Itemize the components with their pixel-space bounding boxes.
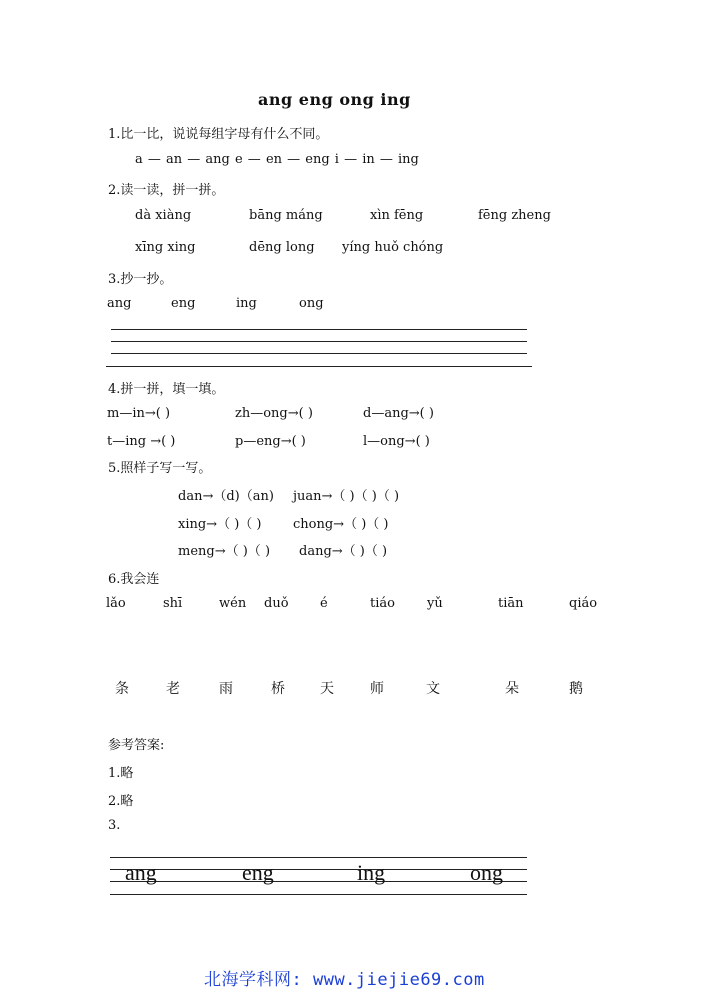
q4-heading: 4.拼一拼，填一填。 xyxy=(108,382,225,397)
q1-heading: 1.比一比，说说每组字母有什么不同。 xyxy=(108,127,329,142)
writing-line xyxy=(110,894,527,895)
hanzi-item: 鹅 xyxy=(569,681,583,697)
hanzi-item: 师 xyxy=(370,681,384,697)
q2-item: dēng long xyxy=(249,240,315,255)
q2-heading: 2.读一读，拼一拼。 xyxy=(108,183,225,198)
writing-line xyxy=(110,881,527,882)
q2-item: xīng xing xyxy=(135,240,196,255)
q5-item: dan→（d)（an) xyxy=(178,489,274,504)
q4-item: m—in→( ) xyxy=(107,406,171,421)
writing-line xyxy=(110,857,527,858)
q4-item: p—eng→( ) xyxy=(235,434,306,449)
answers-heading: 参考答案: xyxy=(108,738,165,753)
answer-item: ang xyxy=(125,860,157,885)
writing-line xyxy=(111,341,527,342)
writing-line xyxy=(111,353,527,354)
q2-item: bāng máng xyxy=(249,208,323,223)
footer-watermark: 北海学科网: www.jiejie69.com xyxy=(204,970,485,990)
writing-line xyxy=(106,366,532,367)
pinyin-item: lǎo xyxy=(106,596,126,611)
pinyin-item: shī xyxy=(163,596,183,611)
answer-item: ing xyxy=(357,860,386,885)
q2-item: yíng huǒ chóng xyxy=(342,240,444,255)
q5-item: chong→（ )（ ) xyxy=(293,517,389,532)
hanzi-item: 条 xyxy=(115,681,129,697)
writing-line xyxy=(111,329,527,330)
q3-item: eng xyxy=(171,296,196,311)
pinyin-item: qiáo xyxy=(569,596,598,611)
answer-item: ong xyxy=(470,860,503,885)
q6-heading: 6.我会连 xyxy=(108,572,160,587)
page-title: ang eng ong ing xyxy=(258,90,411,109)
q3-item: ang xyxy=(107,296,132,311)
q4-item: t—ing →( ) xyxy=(107,434,176,449)
answer-1: 1.略 xyxy=(108,766,134,781)
hanzi-item: 天 xyxy=(320,681,334,697)
q5-item: dang→（ )（ ) xyxy=(299,544,388,559)
q1-row: a — an — ang e — en — eng i — in — ing xyxy=(135,152,419,167)
writing-line xyxy=(110,869,527,870)
pinyin-item: yǔ xyxy=(427,596,443,611)
q2-item: xìn fēng xyxy=(370,208,424,223)
hanzi-item: 老 xyxy=(166,681,180,697)
q3-item: ing xyxy=(236,296,257,311)
q4-item: zh—ong→( ) xyxy=(235,406,313,421)
q2-item: fēng zheng xyxy=(478,208,551,223)
q5-item: xing→（ )（ ) xyxy=(178,517,262,532)
answer-item: eng xyxy=(242,860,274,885)
q4-item: d—ang→( ) xyxy=(363,406,434,421)
hanzi-item: 朵 xyxy=(505,681,519,697)
q5-item: juan→（ )（ )（ ) xyxy=(293,489,400,504)
pinyin-item: tiān xyxy=(498,596,524,611)
pinyin-item: wén xyxy=(219,596,247,611)
q4-item: l—ong→( ) xyxy=(363,434,430,449)
q5-heading: 5.照样子写一写。 xyxy=(108,461,212,476)
answer-3: 3. xyxy=(108,818,121,833)
q5-item: meng→（ )（ ) xyxy=(178,544,271,559)
pinyin-item: duǒ xyxy=(264,596,289,611)
q2-item: dà xiàng xyxy=(135,208,192,223)
pinyin-item: é xyxy=(320,596,328,611)
q3-heading: 3.抄一抄。 xyxy=(108,272,173,287)
hanzi-item: 雨 xyxy=(219,681,233,697)
hanzi-item: 文 xyxy=(426,681,440,697)
q3-item: ong xyxy=(299,296,324,311)
hanzi-item: 桥 xyxy=(271,681,285,697)
pinyin-item: tiáo xyxy=(370,596,395,611)
answer-2: 2.略 xyxy=(108,794,134,809)
